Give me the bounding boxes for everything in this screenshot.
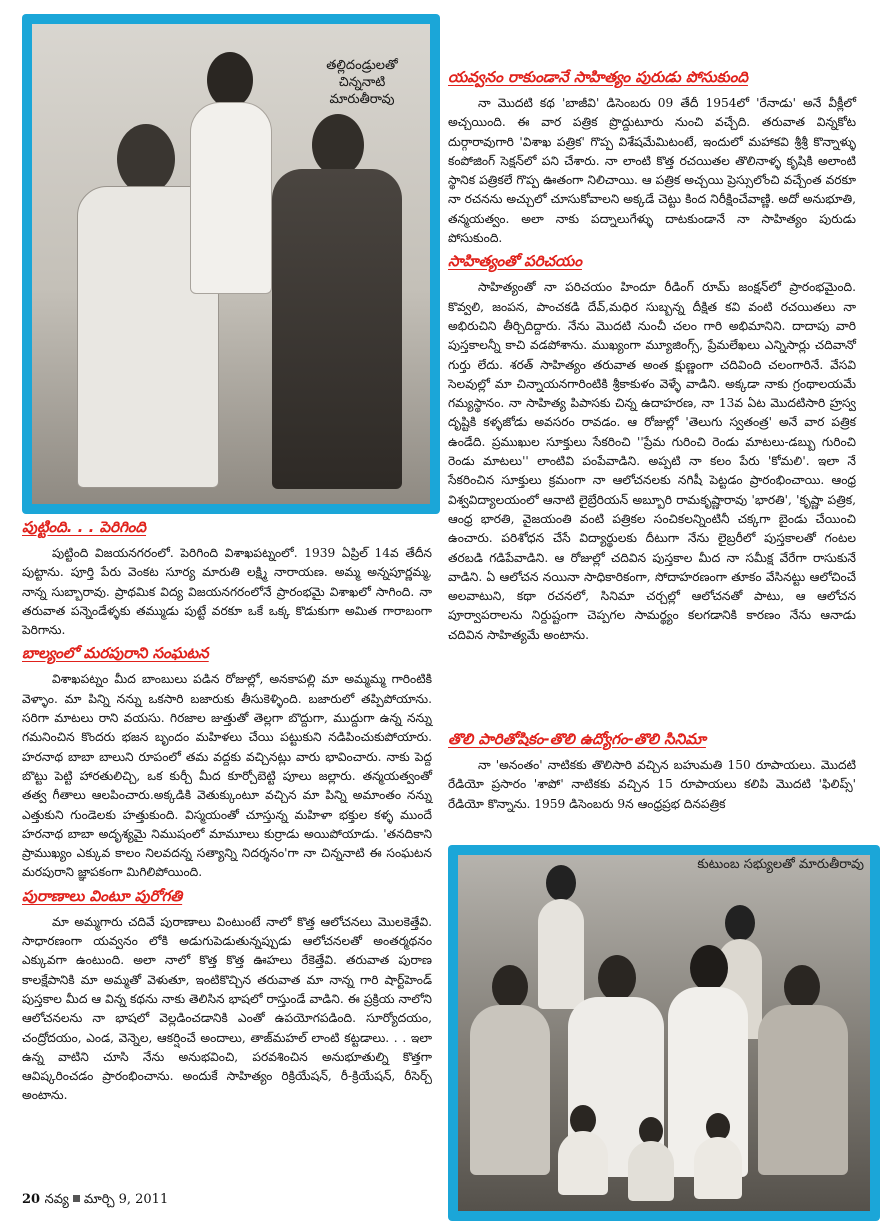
- section-heading-first-award: తొలి పారితోషికం-తొలి ఉద్యోగం-తొలి సినిమా: [448, 730, 706, 748]
- section-heading-literature: సాహిత్యంతో పరిచయం: [448, 252, 582, 271]
- page-footer: [22, 1192, 168, 1210]
- family-member: [470, 965, 550, 1185]
- caption-line-1: తల్లిదండ్రులతో చిన్ననాటి: [326, 58, 398, 90]
- right-column-top: [448, 66, 856, 645]
- section-text-first-award: నా 'అనంతం' నాటికకు తొలిసారి వచ్చిన బహుమతి 150 రూపాయలు. మొదటి రేడియో ప్రసారం 'శాపో' నాటికకు వచ్చిన 15 రూపాయలు కలిపి మొదటి 'ఫిలిప్స్' రేడియో కొన్నాను. 1959 డిసెంబరు 9న ఆంధ్రప్రభ దినపత్రిక: [448, 758, 856, 811]
- parents-photo: [22, 14, 440, 514]
- page-number: 20: [22, 1192, 41, 1207]
- separator-square-icon: [73, 1195, 80, 1202]
- family-member: [558, 1105, 608, 1205]
- boy-figure: [182, 52, 272, 352]
- section-heading-youth: యవ్వనం రాకుండానే సాహిత్యం పురుడు పోసుకుంది: [448, 68, 748, 86]
- mother-figure: [272, 114, 402, 504]
- issue-date: మార్చి 9, 2011: [83, 1192, 169, 1207]
- right-column-bottom: [448, 728, 856, 814]
- section-text-childhood: విశాఖపట్నం మీద బాంబులు పడిన రోజుల్లో, అనకాపల్లి మా అమ్మమ్మ గారింటికి వెళ్ళాం. మా పిన్ని నన్ను ఒకసారి బజారుకు తీసుకెళ్ళింది. బజారులో తప్పిపోయాను. సరిగా మాటలు రాని వయసు. గిరజాల జుత్తుతో తెల్లగా బొద్దుగా, ముద్దుగా ఉన్న నన్ను గమనించిన కొందరు భజన బృందం మహిళలు చేయి పట్టుకుని నడిపించుకుపోయారు. హరనాథ బాబా బాలుని రూపంలో తమ వద్దకు వచ్చినట్లు వారు భావించారు. నాకు పెద్ద బొట్టు పెట్టి హారతులిచ్చి, ఒక కుర్చీ మీద కూర్చోబెట్టి పూలు జల్లారు. తన్మయత్వంతో తత్వ గీతాలు ఆలపించారు.అక్కడికి వెతుక్కుంటూ వచ్చిన మా పిన్ని అమాంతం నన్ను ఎత్తుకుని గుండెలకు హత్తుకుంది. విస్మయంతో చూస్తున్న మహిళా భక్తుల కళ్ళ ముందే హరనాథ బాబా అదృశ్యమై నిముషంలో మామూలు కుర్రాడు అయిపోయాడు. 'తనదికాని ప్రాముఖ్యం ఎక్కువ కాలం నిలవదన్న సత్యాన్ని నిదర్శనం'గా నా చిన్ననాటి ఈ సంఘటన మరపురాని జ్ఞాపకంగా మిగిలిపోయింది.: [22, 672, 432, 880]
- family-photo-image: [458, 855, 870, 1211]
- parents-photo-caption: [302, 58, 422, 109]
- family-member: [758, 965, 848, 1185]
- family-photo: [448, 845, 880, 1221]
- family-photo-caption: కుటుంబ సభ్యులతో మారుతీరావు: [697, 857, 864, 872]
- section-heading-puranas: పురాణాలు వింటూ పురోగతి: [22, 886, 183, 905]
- section-text-born: పుట్టింది విజయనగరంలో. పెరిగింది విశాఖపట్నంలో. 1939 ఏప్రిల్ 14వ తేదీన పుట్టాను. పూర్తి పేరు వెంకట సూర్య మారుతి లక్ష్మి నారాయణ. అమ్మ అన్నపూర్ణమ్మ, నాన్న సుబ్బారావు. ప్రాథమిక విద్య విజయనగరంలోనే ప్రారంభమై విశాఖలో సాగింది. నా తరువాత పన్నెండేళ్ళకు తమ్ముడు పుట్టే వరకూ ఒకే ఒక్క కొడుకుగా అమిత గారాబంగా పెరిగాను.: [22, 546, 432, 638]
- section-text-literature: సాహిత్యంతో నా పరిచయం హిందూ రీడింగ్ రూమ్ జంక్షన్‌లో ప్రారంభమైంది. కొవ్వలి, జంపన, పాంచకడి దేవ్,మధిర సుబ్బన్న దీక్షిత కవి వంటి రచయితలు నా అభిరుచిని తీర్చిదిద్దారు. నేను మొదటి నుంచీ చలం గారి అభిమానిని. దాదాపు వారి పుస్తకాలన్నీ కాచి వడపోశాను. ముఖ్యంగా మ్యూజింగ్స్, ప్రేమలేఖలు ఎన్నిసార్లు చదివానో గుర్తు లేదు. శరత్ సాహిత్యం తరువాత అంత క్షుణ్ణంగా చదివింది చలంగారినే. వేసవి సెలవుల్లో మా చిన్నాయనగారింటికి శ్రీకాకుళం వెళ్ళే వాడిని. అక్కడా నాకు గ్రంథాలయమే గమ్యస్థానం. నా సాహిత్య పిపాసకు చిన్న ఉదాహరణ, నా 13వ ఏట మొదటిసారి హ్రస్వ దృష్టికి కళ్ళజోడు అవసరం రావడం. ఆ రోజుల్లో 'తెలుగు స్వతంత్ర' అనే వార పత్రిక ఉండేది. ప్రముఖుల సూక్తులు సేకరించి ''ప్రేమ గురించి రెండు మాటలు-డబ్బు గురించి రెండు మాటలు'' లాంటివి పంపేవాడిని. అప్పటి నా కలం పేరు 'కోమలి'. ఇలా నే సేకరించిన సూక్తులు క్రమంగా నా ఆలోచనలకు నగిషీ పెట్టడం ప్రారంభించాయి. ఆంధ్ర విశ్వవిద్యాలయంలో ఆనాటి లైబ్రేరియన్ అబ్బూరి రామకృష్ణారావు 'భారతి', 'కృష్ణా పత్రిక, ఆంధ్ర భారతి, వైజయంతి వంటి పత్రికల సంచికలన్నింటినీ చక్కగా బైండు చేయించి ఉంచారు. పరిశోధన చేసే విద్యార్థులకు దీటుగా నేను లైబ్రరీలో పుస్తకాలతో గంటల తరబడి గడిపేవాడిని. ఆ రోజుల్లో చదివిన పుస్తకాల మీద నా సమీక్ష వేరేగా రాసుకునే వాడిని. ఏ ఆలోచన నయినా సాధికారికంగా, సోదాహరణంగా తూకం వేసినట్టు ఆలోచించే అలవాటుని, కథా రచనలో, సినిమా చర్చల్లో ఆలోచనతో పాటు, ఆ ఆలోచన పూర్వాపరాలను నిర్దుష్టంగా చెప్పగల సామర్థ్యం కలగడానికి కారణం నేను ఆనాడు చదివిన సాహిత్యమే అంటాను.: [448, 280, 856, 642]
- section-text-puranas: మా అమ్మగారు చదివే పురాణాలు వింటుంటే నాలో కొత్త ఆలోచనలు మొలకెత్తేవి. సాధారణంగా యవ్వనం లోకి అడుగుపెడుతున్నప్పుడు ఆలోచనలతో అంతర్మథనం ఎక్కువగా ఉంటుంది. అలా నాలో కొత్త కొత్త ఊహలు రేకెత్తేవి. తరువాత పురాణ కాలక్షేపానికి మా అమ్మతో వెళుతూ, ఇంటికొచ్చిన తరువాత మా నాన్న గారి షార్ట్‌హెండ్ పుస్తకాల మీద ఆ విన్న కథను నాకు తెలిసిన భాషలో రాస్తుండే వాడిని. ఈ ప్రక్రియ నాలోని ఆలోచనలను నా భాషలో వెల్లడించడానికి ఎంతో ఉపయోగపడింది. సూర్యోదయం, చంద్రోదయం, ఎండ, వెన్నెల, ఆకర్షించే అందాలు, తాజ్‌మహల్ లాంటి కట్టడాలు. . . ఇలా ఉన్న వాటిని చూసి నేను అనుభవించి, పరవశించిన అనుభూతుల్ని కొత్తగా ఆవిష్కరించడం ప్రారంభించాను. అందుకే సాహిత్యం రిక్రియేషన్, రీ-క్రియేషన్, రీసెర్చ్ అంటాను.: [22, 914, 432, 1103]
- left-column: [22, 516, 432, 1106]
- family-member: [694, 1113, 742, 1207]
- magazine-name: నవ్య: [44, 1192, 69, 1207]
- section-heading-childhood: బాల్యంలో మరపురాని సంఘటన: [22, 644, 209, 663]
- caption-line-2: మారుతీరావు: [329, 91, 395, 107]
- family-member: [628, 1117, 674, 1207]
- section-heading-born: పుట్టింది. . . పెరిగింది: [22, 518, 147, 536]
- section-text-youth: నా మొదటి కథ 'బాజీవి' డిసెంబరు 09 తేదీ 1954లో 'రేనాడు' అనే వీక్లీలో అచ్చయింది. ఈ వార పత్రిక ప్రొద్దుటూరు నుంచి వచ్చేది. తరువాత విన్నకోట దుర్గారావుగారి 'విశాఖ పత్రిక' గొప్ప విశేషమేమిటంటే, ఇందులో మహాకవి శ్రీశ్రీ కొన్నాళ్ళు కంపోజింగ్ సెక్షన్‌లో పని చేశారు. నా లాంటి కొత్త రచయితల తొలినాళ్ళ కృషికి అలాంటి స్థానిక పత్రికలే గొప్ప ఊతంగా నిలిచాయి. ఆ పత్రిక అచ్చయి ప్రెస్సులోంచి వచ్చేంత వరకూ నా రచనను అచ్చులో చూసుకోవాలని అక్కడే చెట్టు కింద నిరీక్షించేవాణ్ణి. అదో అనుభూతి, తన్మయత్వం. అలా నాకు పద్నాలుగేళ్ళు దాటకుండానే నా సాహిత్యం పురుడు పోసుకుంది.: [448, 96, 856, 246]
